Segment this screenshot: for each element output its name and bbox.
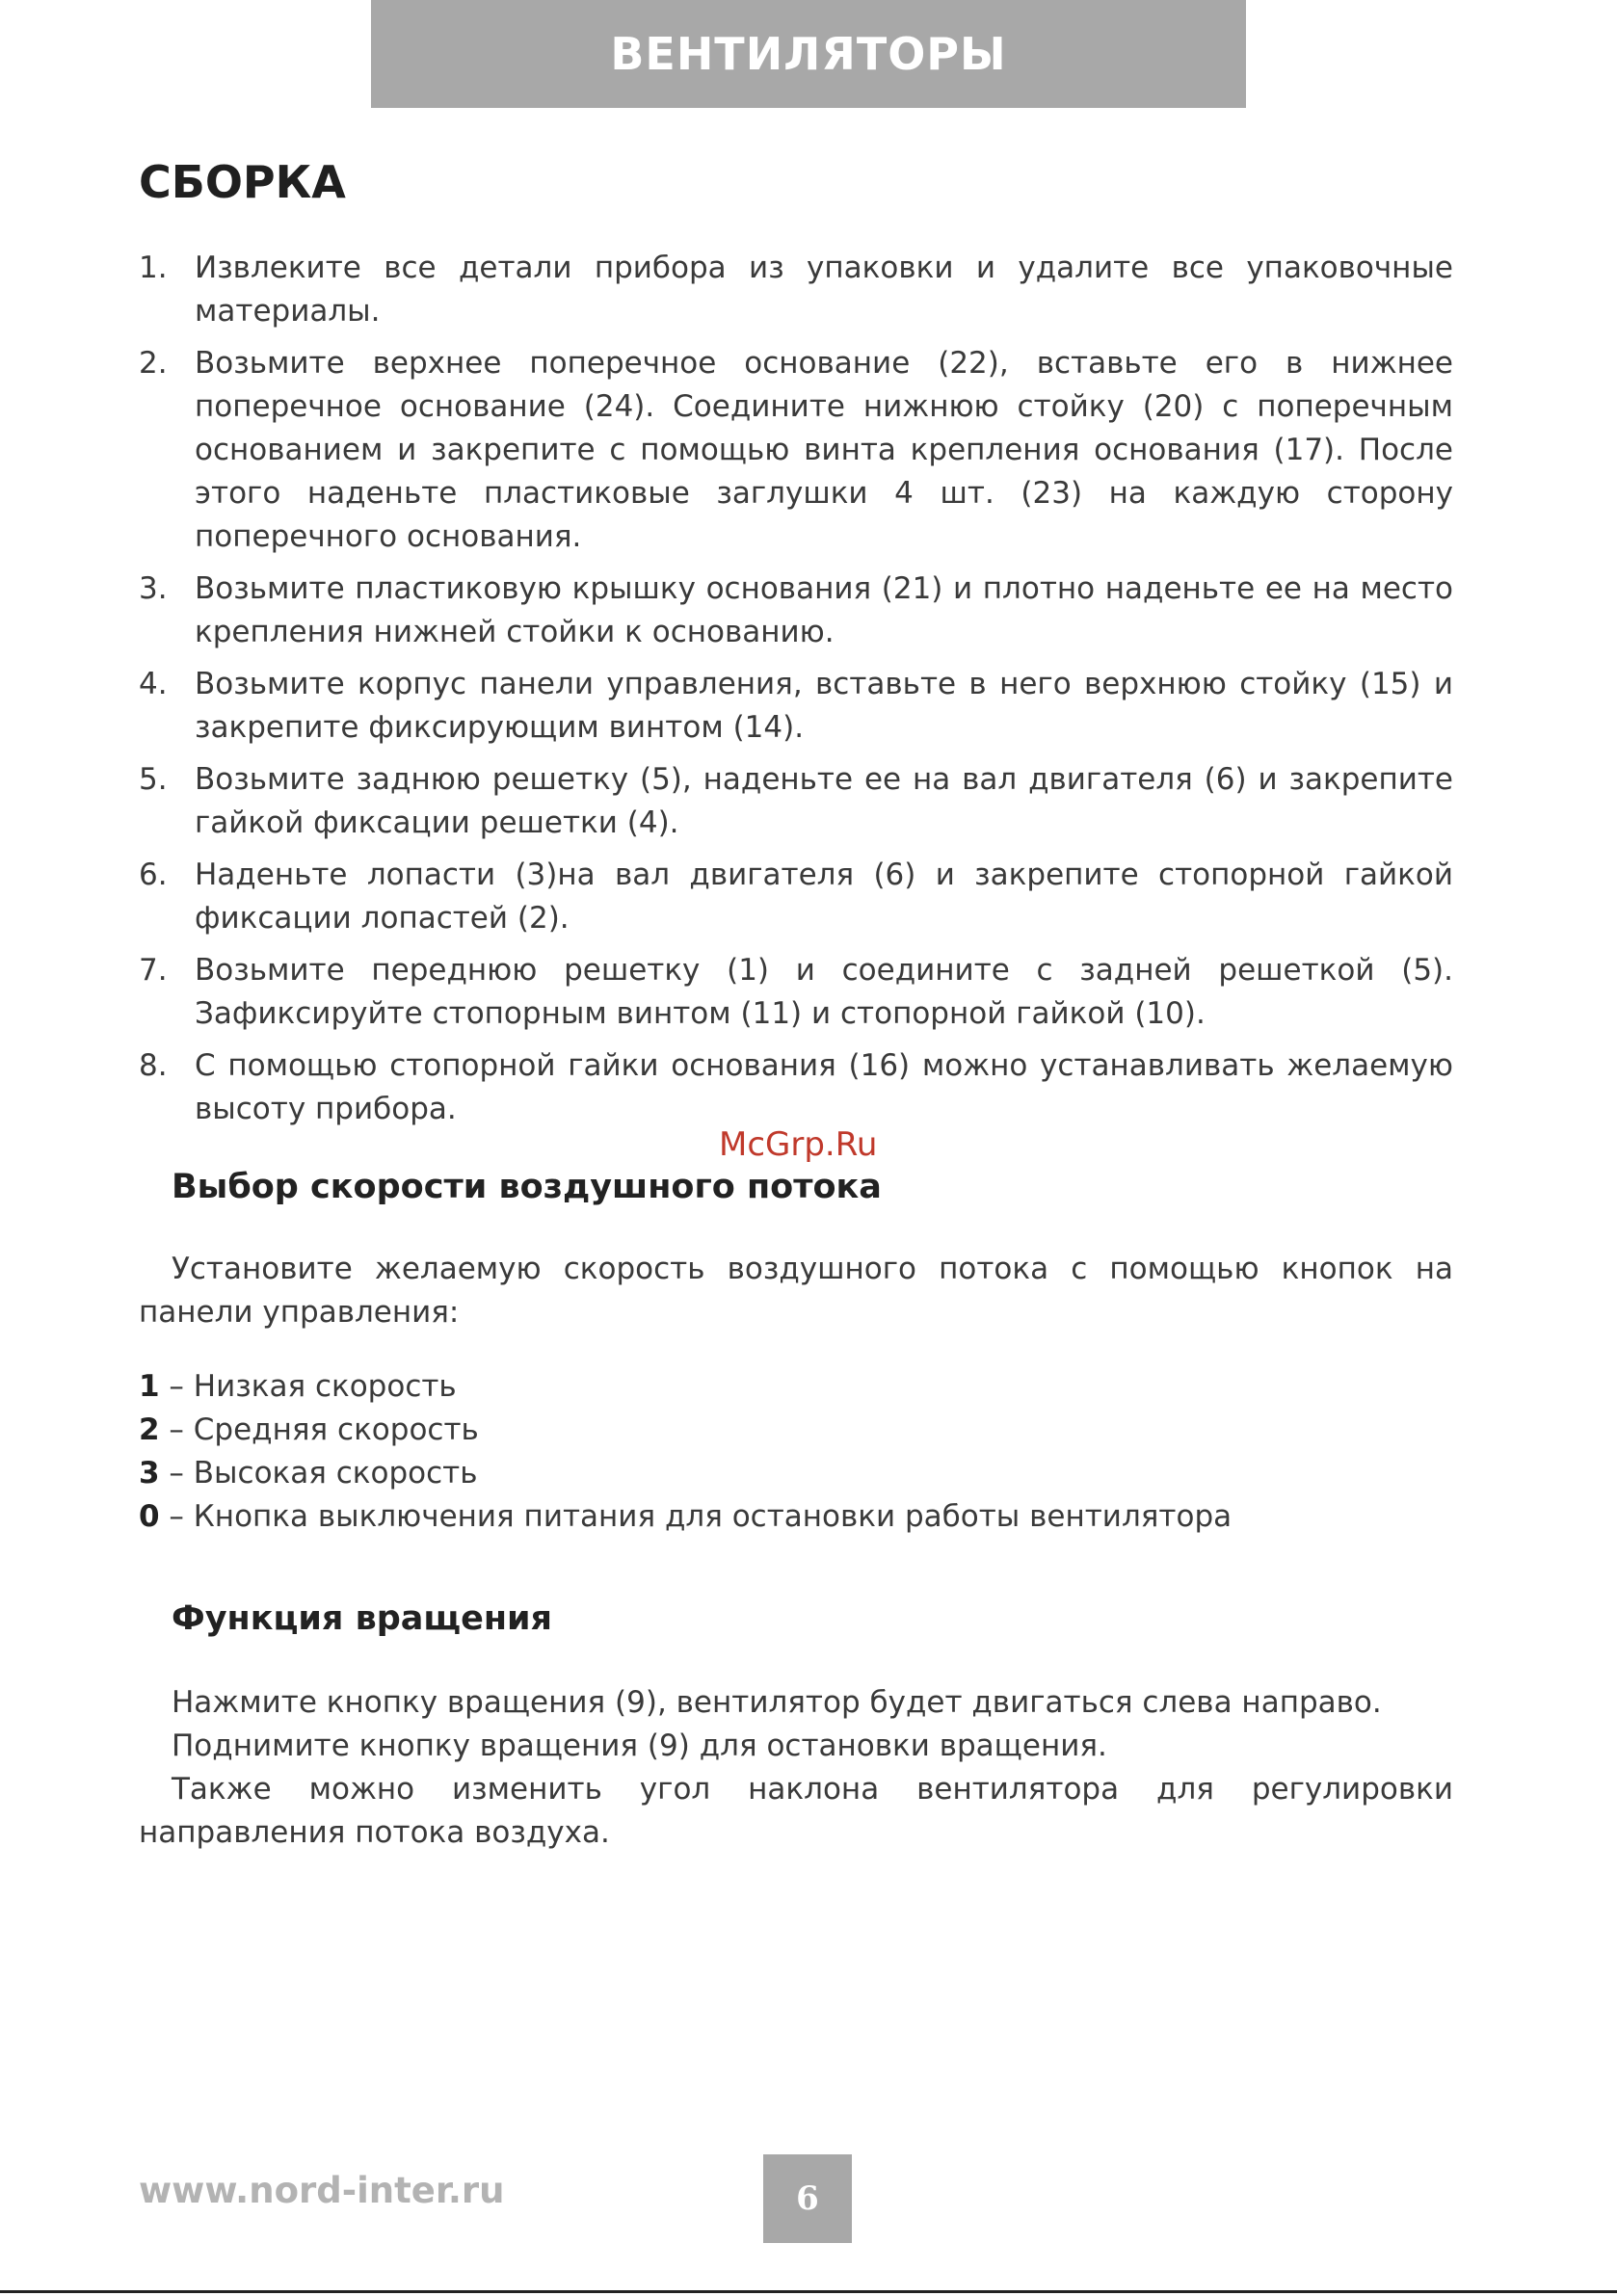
step-number: 3.	[139, 571, 168, 606]
assembly-step	[139, 1044, 1453, 1131]
step-text: Извлеките все детали прибора из упаковки и удалите все упаковочные материалы.	[195, 251, 1453, 329]
speed-item	[139, 1365, 1232, 1409]
step-number: 4.	[139, 667, 168, 701]
step-text: Возьмите корпус панели управления, вставьте в него верхнюю стойку (15) и закрепите фиксирующим винтом (14).	[195, 667, 1453, 745]
assembly-step	[139, 342, 1453, 559]
page-number	[763, 2154, 852, 2243]
speed-intro: Установите желаемую скорость воздушного потока с помощью кнопок на панели управления:	[139, 1252, 1453, 1330]
speed-key: 1	[139, 1369, 160, 1404]
step-text: С помощью стопорной гайки основания (16) можно устанавливать желаемую высоту прибора.	[195, 1048, 1453, 1126]
speed-item	[139, 1452, 1232, 1495]
step-text: Возьмите переднюю решетку (1) и соедините с задней решеткой (5). Зафиксируйте стопорным винтом (11) и стопорной гайкой (10).	[195, 953, 1453, 1031]
speed-description: – Средняя скорость	[159, 1412, 479, 1447]
header-title: ВЕНТИЛЯТОРЫ	[610, 28, 1007, 80]
step-number: 7.	[139, 953, 168, 988]
speed-description: – Кнопка выключения питания для остановки работы вентилятора	[159, 1499, 1233, 1534]
assembly-steps-list	[139, 247, 1453, 1140]
page-title: СБОРКА	[139, 156, 346, 208]
step-text: Возьмите пластиковую крышку основания (21) и плотно наденьте ее на место крепления нижней стойки к основанию.	[195, 571, 1453, 649]
step-number: 5.	[139, 762, 168, 797]
speed-item	[139, 1495, 1232, 1539]
rotation-section-heading: Функция вращения	[172, 1599, 553, 1638]
step-number: 2.	[139, 346, 168, 381]
rotation-paragraph: Поднимите кнопку вращения (9) для остановки вращения.	[172, 1729, 1107, 1763]
step-text: Возьмите заднюю решетку (5), наденьте ее на вал двигателя (6) и закрепите гайкой фиксации решетки (4).	[195, 762, 1453, 840]
speed-description: – Высокая скорость	[159, 1456, 478, 1491]
bottom-rule	[0, 2290, 1617, 2293]
assembly-step	[139, 567, 1453, 654]
speed-section-heading: Выбор скорости воздушного потока	[172, 1168, 882, 1206]
step-text: Наденьте лопасти (3)на вал двигателя (6) и закрепите стопорной гайкой фиксации лопастей (2).	[195, 858, 1453, 936]
step-number: 8.	[139, 1048, 168, 1083]
step-number: 1.	[139, 251, 168, 285]
rotation-paragraph: Также можно изменить угол наклона вентилятора для регулировки направления потока воздуха.	[139, 1772, 1453, 1850]
speed-key: 2	[139, 1412, 160, 1447]
rotation-paragraph: Нажмите кнопку вращения (9), вентилятор будет двигаться слева направо.	[172, 1685, 1382, 1720]
watermark: McGrp.Ru	[719, 1125, 878, 1164]
speed-item	[139, 1409, 1232, 1452]
step-number: 6.	[139, 858, 168, 892]
assembly-step	[139, 854, 1453, 940]
speed-list	[139, 1365, 1232, 1539]
speed-key: 3	[139, 1456, 160, 1491]
assembly-step	[139, 247, 1453, 333]
assembly-step	[139, 663, 1453, 750]
header-banner	[371, 0, 1246, 108]
assembly-step	[139, 758, 1453, 845]
footer-url: www.nord-inter.ru	[139, 2170, 505, 2211]
assembly-step	[139, 949, 1453, 1036]
speed-key: 0	[139, 1499, 160, 1534]
page-number-text: 6	[796, 2179, 819, 2218]
step-text: Возьмите верхнее поперечное основание (22), вставьте его в нижнее поперечное основание (24). Соедините нижнюю стойку (20) с поперечным основанием и закрепите с помощью винта крепления основания (17). После этого наденьте пластиковые заглушки 4 шт. (23) на каждую сторону поперечного основания.	[195, 346, 1453, 554]
speed-description: – Низкая скорость	[159, 1369, 457, 1404]
